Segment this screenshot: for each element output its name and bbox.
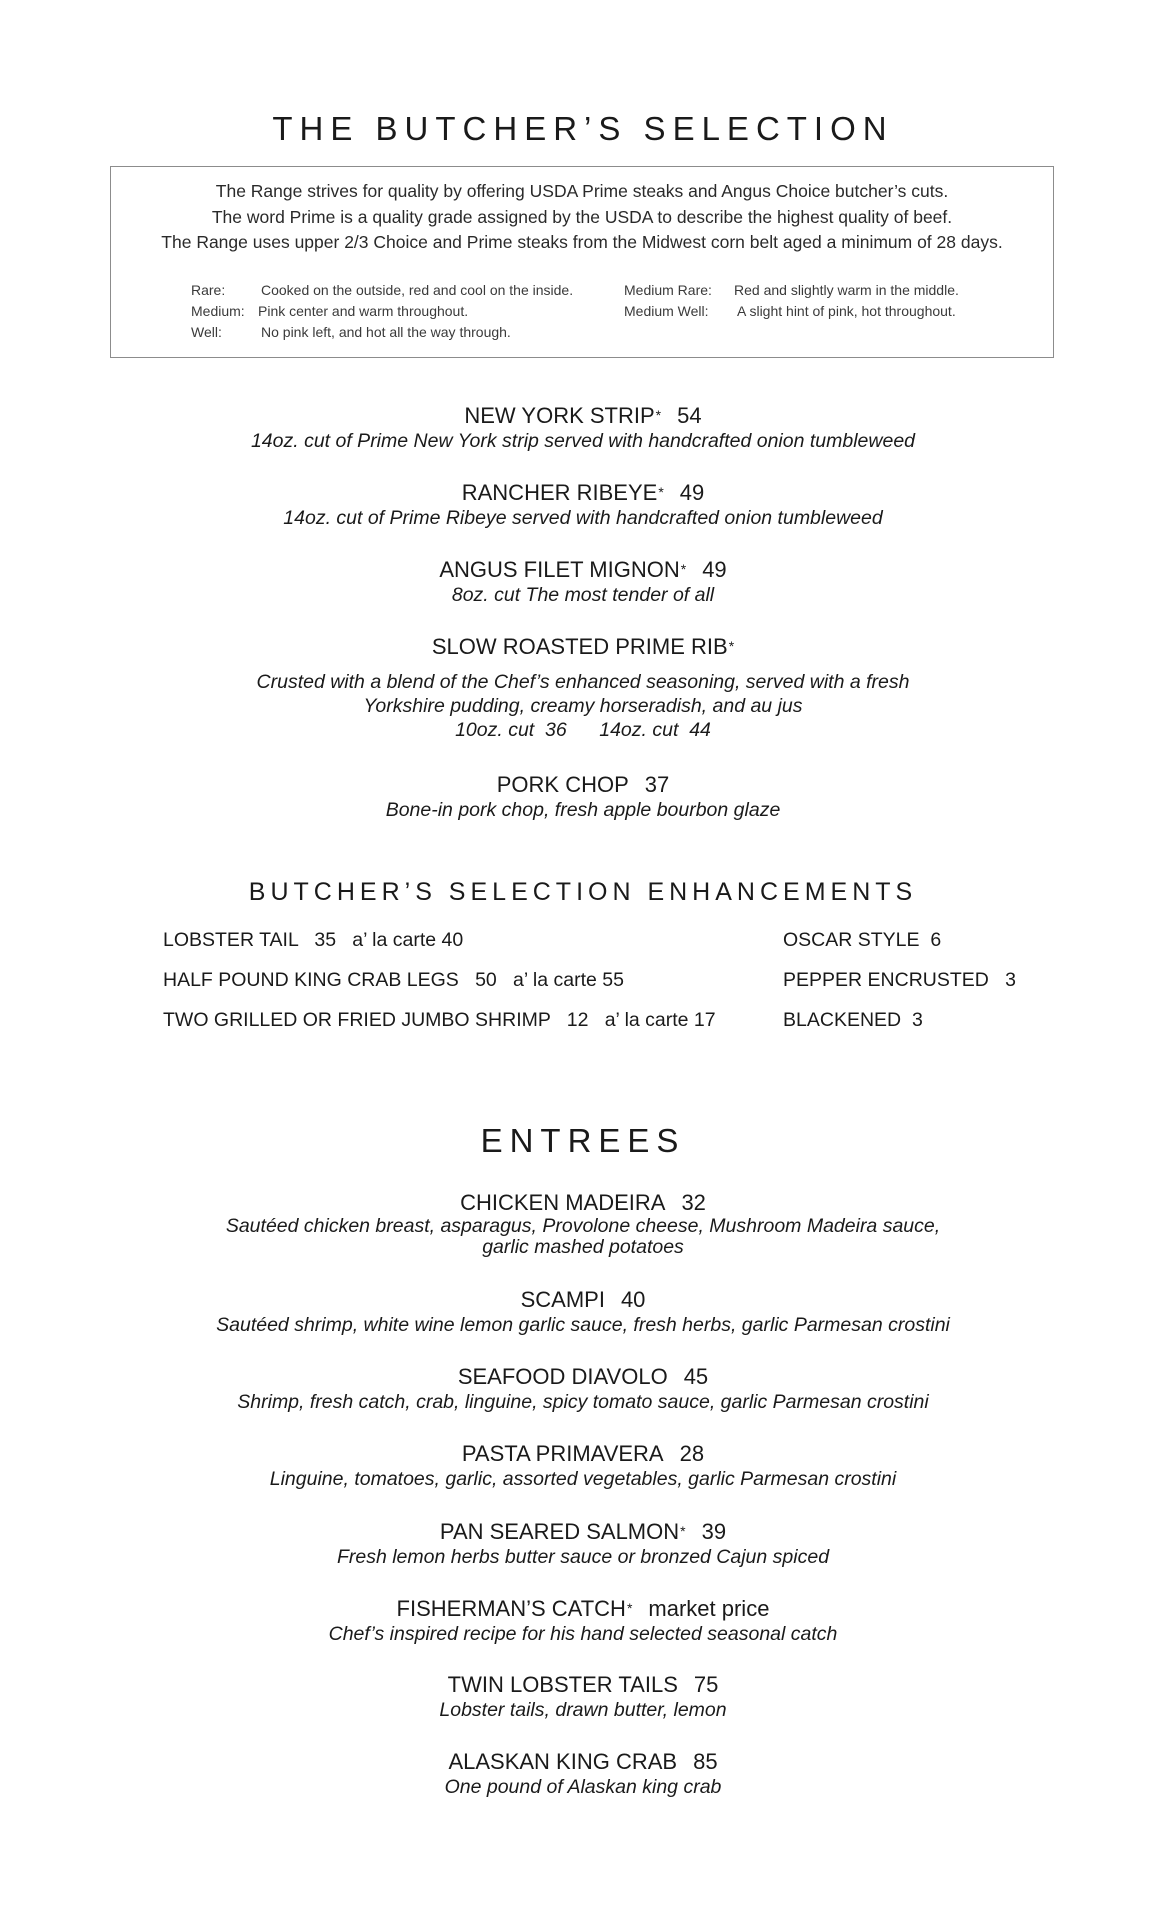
dish-name-line [0, 1190, 1166, 1216]
dish-name: PORK CHOP [496, 772, 629, 797]
dish-description: Linguine, tomatoes, garlic, assorted vegetables, garlic Parmesan crostini [269, 1468, 897, 1490]
doneness-term: Medium: [191, 303, 245, 319]
doneness-well [191, 322, 573, 343]
intro-line: The word Prime is a quality grade assigned by the USDA to describe the highest quality of beef. [211, 206, 953, 227]
enhancement-item: LOBSTER TAIL 35 a’ la carte 40 [163, 929, 464, 951]
dish-price: 37 [644, 772, 670, 797]
dish-description: Crusted with a blend of the Chef’s enhanced seasoning, served with a fresh [256, 671, 910, 693]
dish-description: 8oz. cut The most tender of all [451, 584, 715, 606]
dish-name: FISHERMAN’S CATCH [396, 1596, 626, 1621]
dish-price: 40 [620, 1287, 646, 1312]
dish-price: 28 [679, 1441, 705, 1466]
dish-name: ALASKAN KING CRAB [448, 1749, 678, 1774]
menu-item [0, 1190, 1166, 1258]
dish-price: 32 [681, 1190, 706, 1215]
menu-item [0, 1364, 1166, 1414]
dish-price: 54 [677, 403, 702, 428]
enhancements-title: BUTCHER’S SELECTION ENHANCEMENTS [248, 878, 918, 906]
menu-item [0, 633, 1166, 742]
butchers-selection-title: THE BUTCHER’S SELECTION [272, 110, 894, 147]
doneness-medium [191, 301, 573, 322]
dish-description: Fresh lemon herbs butter sauce or bronzed Cajun spiced [336, 1546, 830, 1568]
menu-item [0, 1441, 1166, 1491]
doneness-desc: No pink left, and hot all the way through. [261, 324, 511, 340]
doneness-medium-rare [624, 280, 959, 301]
menu-item [0, 556, 1166, 607]
menu-item [0, 479, 1166, 530]
dish-description: Sautéed chicken breast, asparagus, Provolone cheese, Mushroom Madeira sauce, [225, 1215, 941, 1237]
dish-name-line [0, 479, 1166, 506]
dish-description: Shrimp, fresh catch, crab, linguine, spicy tomato sauce, garlic Parmesan crostini [237, 1391, 929, 1413]
dish-name-line [0, 1518, 1166, 1545]
menu-item [0, 402, 1166, 453]
dish-name-line [0, 1749, 1166, 1775]
doneness-left [191, 280, 573, 343]
dish-description: One pound of Alaskan king crab [444, 1776, 722, 1798]
dish-name-line [0, 402, 1166, 429]
dish-name: SEAFOOD DIAVOLO [457, 1364, 668, 1389]
intro-box [110, 166, 1054, 358]
intro-line: The Range strives for quality by offering USDA Prime steaks and Angus Choice butcher’s cuts. [215, 181, 949, 201]
doneness-desc: Red and slightly warm in the middle. [734, 282, 959, 298]
doneness-desc: Pink center and warm throughout. [258, 303, 469, 319]
dish-description: 14oz. cut of Prime New York strip served with handcrafted onion tumbleweed [250, 430, 916, 452]
dish-name: TWIN LOBSTER TAILS [447, 1672, 678, 1697]
star-marker: * [626, 1600, 633, 1616]
menu-item [0, 1595, 1166, 1646]
dish-description: Sautéed shrimp, white wine lemon garlic sauce, fresh herbs, garlic Parmesan crostini [216, 1314, 950, 1336]
menu-item [0, 1672, 1166, 1722]
star-marker: * [680, 561, 687, 577]
dish-description: Chef’s inspired recipe for his hand selected seasonal catch [328, 1623, 838, 1645]
dish-price: 75 [693, 1672, 719, 1697]
doneness-desc: Cooked on the outside, red and cool on the inside. [261, 282, 574, 298]
star-marker: * [658, 484, 664, 500]
dish-price: market price [648, 1596, 770, 1621]
dish-name: NEW YORK STRIP [464, 403, 655, 428]
menu-item [0, 772, 1166, 822]
enhancement-style-item: BLACKENED 3 [783, 1009, 923, 1031]
doneness-term: Medium Rare: [624, 282, 712, 298]
doneness-desc: A slight hint of pink, hot throughout. [737, 303, 956, 319]
doneness-rare [191, 280, 573, 301]
dish-price: 49 [702, 557, 727, 582]
dish-name: PAN SEARED SALMON [439, 1519, 680, 1544]
enhancement-item: HALF POUND KING CRAB LEGS 50 a’ la carte 55 [163, 969, 624, 991]
dish-name: PASTA PRIMAVERA [461, 1441, 664, 1466]
dish-description: Yorkshire pudding, creamy horseradish, and au jus [363, 695, 803, 717]
enhancement-item: TWO GRILLED OR FRIED JUMBO SHRIMP 12 a’ la carte 17 [163, 1009, 716, 1031]
dish-description: 14oz. cut of Prime Ribeye served with handcrafted onion tumbleweed [283, 507, 883, 529]
menu-item [0, 1518, 1166, 1569]
dish-name-line [0, 633, 1166, 660]
menu-item [0, 1287, 1166, 1337]
doneness-term: Rare: [191, 282, 226, 298]
star-marker: * [728, 638, 735, 654]
entrees-title: ENTREES [480, 1122, 686, 1159]
dish-price: 45 [683, 1364, 709, 1389]
dish-name-line [0, 1364, 1166, 1390]
dish-price: 49 [679, 480, 705, 505]
star-marker: * [655, 407, 662, 423]
dish-price: 39 [701, 1519, 727, 1544]
doneness-term: Well: [191, 324, 222, 340]
dish-name: SLOW ROASTED PRIME RIB [431, 634, 728, 659]
doneness-medium-well [624, 301, 959, 322]
dish-name-line [0, 1595, 1166, 1622]
enhancement-style-item: PEPPER ENCRUSTED 3 [783, 969, 1016, 991]
dish-name-line [0, 772, 1166, 798]
dish-name: SCAMPI [520, 1287, 605, 1312]
intro-text [111, 179, 1053, 256]
dish-price-options: 10oz. cut 36 14oz. cut 44 [455, 719, 711, 741]
enhancement-style-item: OSCAR STYLE 6 [783, 929, 942, 951]
dish-name-line [0, 1672, 1166, 1698]
menu-item [0, 1749, 1166, 1799]
dish-description: Lobster tails, drawn butter, lemon [439, 1699, 727, 1721]
dish-name: CHICKEN MADEIRA [460, 1190, 666, 1215]
star-marker: * [680, 1523, 686, 1539]
dish-name-line [0, 1441, 1166, 1467]
doneness-right [624, 280, 959, 322]
intro-line: The Range uses upper 2/3 Choice and Prime steaks from the Midwest corn belt aged a minimum of 28 days. [161, 232, 1003, 252]
dish-price: 85 [693, 1749, 718, 1774]
dish-description: Bone-in pork chop, fresh apple bourbon glaze [385, 799, 781, 821]
dish-name: ANGUS FILET MIGNON [439, 557, 680, 582]
dish-name: RANCHER RIBEYE [461, 480, 658, 505]
dish-description: garlic mashed potatoes [482, 1236, 684, 1258]
doneness-term: Medium Well: [624, 303, 709, 319]
dish-name-line [0, 1287, 1166, 1313]
dish-name-line [0, 556, 1166, 583]
